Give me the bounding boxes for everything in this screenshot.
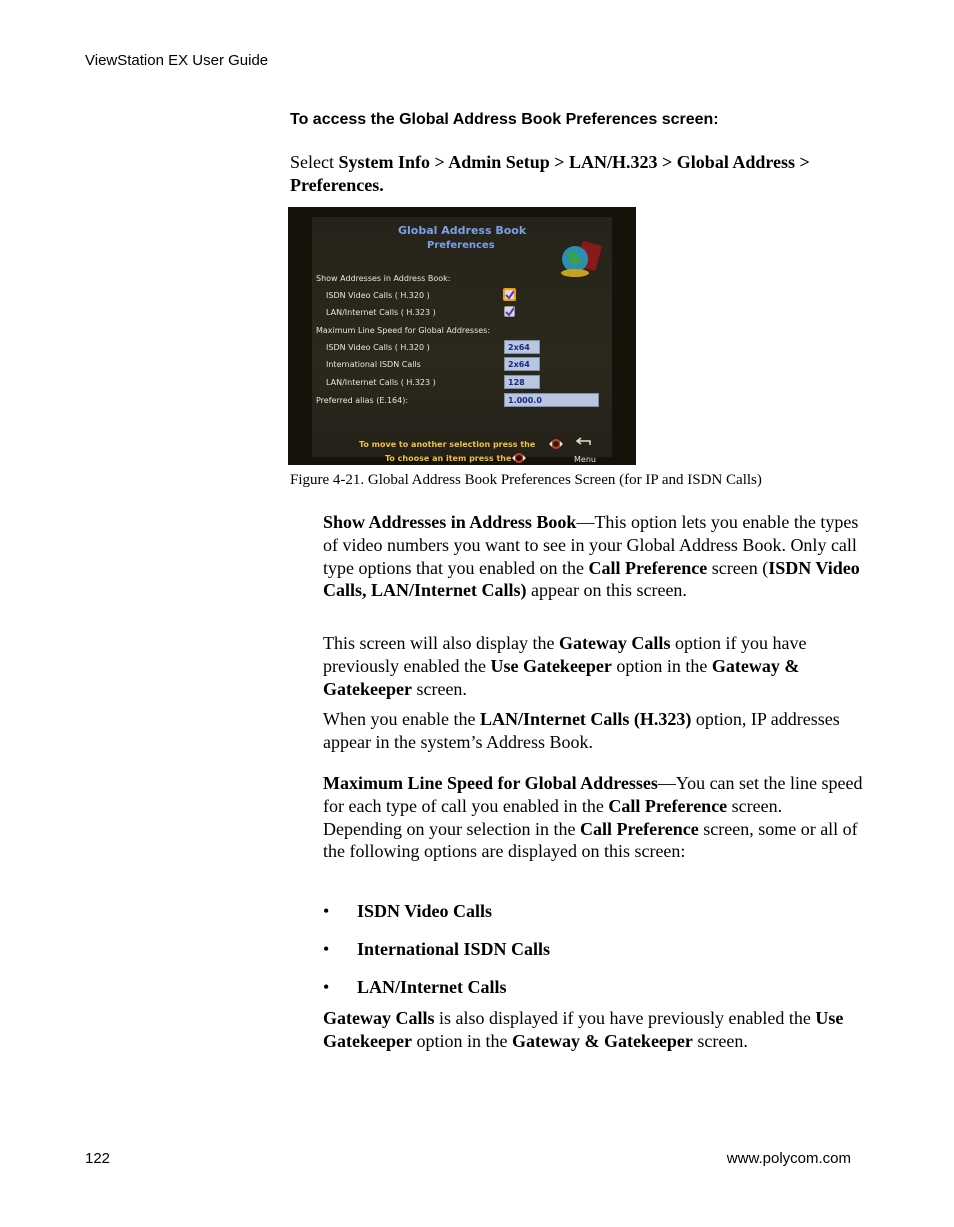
screen-title-line2: Preferences — [427, 240, 495, 251]
bullet: • — [323, 901, 330, 921]
text: option in the — [611, 655, 712, 676]
list-item — [323, 977, 507, 998]
speed-intl-label: International ISDN Calls — [326, 360, 421, 369]
figure-caption — [290, 472, 762, 489]
hint-choose: To choose an item press the — [385, 454, 512, 463]
isdn-video-checkbox[interactable] — [503, 288, 516, 301]
speed-isdn-label: ISDN Video Calls ( H.320 ) — [326, 343, 430, 352]
term-call-preference: Call Preference — [608, 795, 728, 816]
navigation-pad-icon — [549, 438, 563, 450]
checkmark-icon — [505, 290, 514, 299]
menu-label: Menu — [574, 455, 596, 464]
term-gateway-gatekeeper: Gateway & Gatekeeper — [323, 655, 800, 699]
text: —This option lets you enable the types of video numbers you want to see in your Global Address Book. Only call type options that you enabled on the — [323, 512, 859, 578]
figure-label: Figure 4-21. — [290, 472, 365, 488]
show-addresses-label: Show Addresses in Address Book: — [316, 274, 451, 283]
term-use-gatekeeper: Use Gatekeeper — [490, 655, 612, 676]
screen-title-line1: Global Address Book — [398, 224, 527, 237]
page-number: 122 — [85, 1150, 111, 1167]
text: appear on this screen. — [526, 580, 687, 601]
bullet: • — [323, 939, 330, 959]
alias-label: Preferred alias (E.164): — [316, 396, 409, 405]
back-arrow-icon — [574, 437, 592, 449]
select-prefix: Select — [290, 152, 339, 172]
text: option if you have previously enabled the — [323, 633, 807, 676]
term-show-addresses: Show Addresses in Address Book — [323, 512, 577, 532]
text: option in the — [411, 1030, 512, 1051]
list-item-text: LAN/Internet Calls — [357, 977, 507, 997]
text: option, IP addresses appear in the system’s Address Book. — [323, 709, 840, 752]
max-speed-label: Maximum Line Speed for Global Addresses: — [316, 326, 491, 335]
speed-lan-label: LAN/Internet Calls ( H.323 ) — [326, 378, 436, 387]
paragraph-gateway — [323, 632, 863, 700]
menu-path: System Info > Admin Setup > LAN/H.323 > Global Address > Preferences. — [290, 152, 810, 195]
screen-panel — [312, 217, 612, 464]
select-button-icon — [512, 452, 526, 464]
term-max-line-speed: Maximum Line Speed for Global Addresses — [323, 773, 658, 793]
speed-isdn-field[interactable]: 2x64 — [504, 340, 540, 354]
figure-caption-text: Global Address Book Preferences Screen (for IP and ISDN Calls) — [367, 472, 762, 488]
isdn-video-label: ISDN Video Calls ( H.320 ) — [326, 291, 430, 300]
text: screen. Depending on your selection in the — [323, 795, 783, 839]
figure-screenshot — [288, 207, 636, 465]
list-item-text: ISDN Video Calls — [357, 901, 493, 921]
running-header: ViewStation EX User Guide — [85, 52, 269, 69]
text: screen. — [692, 1030, 748, 1051]
text: When you enable the — [323, 709, 480, 729]
text: screen ( — [707, 557, 769, 578]
lan-internet-checkbox[interactable] — [504, 306, 515, 317]
text: screen. — [411, 678, 467, 699]
paragraph-max-line-speed — [323, 772, 863, 863]
list-item — [323, 901, 492, 922]
list-item — [323, 939, 550, 960]
speed-intl-field[interactable]: 2x64 — [504, 357, 540, 371]
term-gateway-gatekeeper: Gateway & Gatekeeper — [511, 1030, 693, 1051]
bullet: • — [323, 977, 330, 997]
lan-internet-label: LAN/Internet Calls ( H.323 ) — [326, 308, 436, 317]
alias-field[interactable]: 1.000.0 — [504, 393, 599, 407]
term-call-preference: Call Preference — [579, 818, 699, 839]
paragraph-show-addresses — [323, 511, 863, 602]
hint-move: To move to another selection press the — [359, 440, 536, 449]
text: This screen will also display the — [323, 633, 559, 653]
text: —You can set the line speed for each type of call you enabled in the — [323, 773, 863, 816]
procedure-heading: To access the Global Address Book Preferences screen: — [290, 111, 719, 128]
procedure-step — [290, 151, 860, 196]
term-lan-internet: LAN/Internet Calls (H.323) — [479, 709, 692, 729]
term-gateway-calls: Gateway Calls — [558, 633, 671, 653]
globe-address-book-icon — [555, 235, 607, 283]
text: screen, some or all of the following options are displayed on this screen: — [323, 818, 858, 862]
list-item-text: International ISDN Calls — [357, 939, 551, 959]
term-call-types: ISDN Video Calls, LAN/Internet Calls) — [323, 557, 860, 601]
term-call-preference: Call Preference — [588, 557, 708, 578]
paragraph-lan-internet — [323, 708, 863, 754]
speed-lan-field[interactable]: 128 — [504, 375, 540, 389]
paragraph-gateway-calls — [323, 1007, 863, 1053]
term-gateway-calls: Gateway Calls — [323, 1008, 435, 1028]
footer-url: www.polycom.com — [726, 1150, 851, 1167]
checkmark-icon — [505, 307, 514, 316]
text: is also displayed if you have previously enabled the — [434, 1008, 816, 1028]
term-use-gatekeeper: Use Gatekeeper — [323, 1008, 844, 1051]
